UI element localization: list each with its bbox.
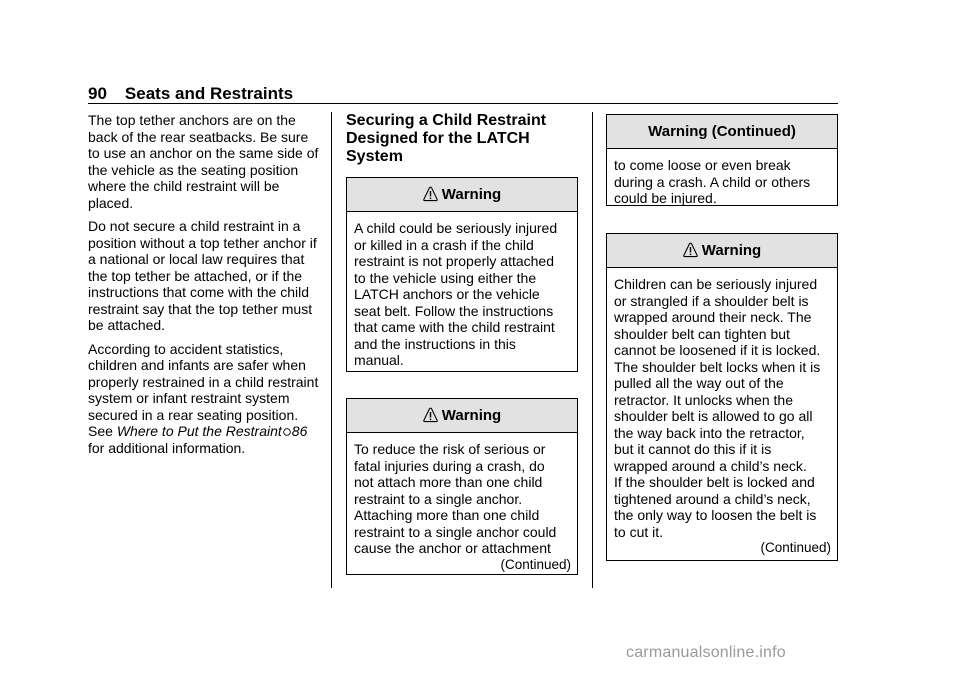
warning-heading xyxy=(347,399,577,433)
warning-heading xyxy=(347,178,577,212)
warning-line: not attach more than one child xyxy=(354,474,543,490)
warning-line: but it cannot do this if it is xyxy=(614,441,772,457)
warning-triangle-icon xyxy=(683,242,698,258)
warning-line: could be injured. xyxy=(614,190,717,206)
section-title-header: Seats and Restraints xyxy=(124,84,294,103)
warning-line: Children can be seriously injured xyxy=(614,276,818,292)
warning-triangle-icon xyxy=(423,407,438,423)
warning-line: tightened around a child’s neck, xyxy=(614,490,811,507)
warning-line: that came with the child restraint xyxy=(354,319,555,335)
warning-line: to come loose or even break xyxy=(614,157,791,173)
warning-line: cause the anchor or attachment xyxy=(354,540,551,556)
section-title: Securing a Child Restraint Designed for the LATCH System xyxy=(346,112,547,165)
column-right xyxy=(606,114,838,561)
warning-heading-text: Warning xyxy=(441,186,502,203)
warning-line: To reduce the risk of serious or xyxy=(354,441,546,457)
warning-line: and the instructions in this xyxy=(354,335,516,352)
paragraph-law-requirement: Do not secure a child restraint in a position without a top tether anchor if a national or local law requires that the top tether be attached, or if the instructions that come with the child restraint say that the top tether must be attached. xyxy=(88,218,317,333)
warning-line: pulled all the way out of the xyxy=(614,375,784,391)
warning-line: to cut it. xyxy=(614,523,664,540)
warning-line: or strangled if a shoulder belt is xyxy=(614,292,809,309)
page-number: 90 xyxy=(88,84,107,103)
warning-line: retractor. It unlocks when the xyxy=(614,391,793,408)
column-middle xyxy=(346,112,578,575)
cross-reference-link[interactable]: Where to Put the Restraint xyxy=(116,423,282,439)
warning-line: to the vehicle using either the xyxy=(354,269,537,286)
warning-line: manual. xyxy=(354,352,404,368)
paragraph-accident-statistics xyxy=(88,341,320,457)
warning-line: the way back into the retractor, xyxy=(614,424,805,441)
watermark: carmanualsonline.info xyxy=(626,644,786,661)
warning-box-single-anchor xyxy=(346,398,578,575)
paragraph-text: According to accident statistics, children and infants are safer when properly restrained in a child restraint system or infant restraint system secured in a rear seating position. See xyxy=(88,340,319,439)
warning-body xyxy=(607,149,837,213)
warning-line: shoulder belt is allowed to go all xyxy=(614,408,813,424)
cross-reference-page[interactable]: 86 xyxy=(291,423,308,439)
column-divider-right xyxy=(592,112,593,588)
paragraph-text: for additional information. xyxy=(88,439,246,456)
warning-heading xyxy=(607,234,837,268)
paragraph-top-tether: The top tether anchors are on the back of the rear seatbacks. Be sure to use an anchor on the same side of the vehicle as the seating position where the child restraint will be placed. xyxy=(88,112,319,211)
warning-heading-text: Warning xyxy=(441,407,502,424)
warning-line: restraint is not properly attached xyxy=(354,253,554,269)
page-reference-icon xyxy=(283,427,291,437)
header-rule xyxy=(88,103,838,104)
continued-label: (Continued) xyxy=(500,556,571,572)
warning-line: If the shoulder belt is locked and xyxy=(614,474,815,490)
warning-box-continued xyxy=(606,114,838,206)
warning-line: Attaching more than one child xyxy=(354,507,540,523)
column-divider-left xyxy=(331,112,332,588)
warning-line: LATCH anchors or the vehicle xyxy=(354,286,540,302)
warning-line: restraint to a single anchor. xyxy=(354,490,523,507)
warning-line: The shoulder belt locks when it is xyxy=(614,358,821,375)
warning-box-shoulder-belt xyxy=(606,233,838,561)
warning-line: restraint to a single anchor could xyxy=(354,523,557,540)
page-header xyxy=(88,84,293,104)
warning-body xyxy=(347,433,577,579)
warning-line: during a crash. A child or others xyxy=(614,173,811,190)
warning-line: seat belt. Follow the instructions xyxy=(354,302,554,319)
warning-body xyxy=(347,212,577,375)
column-left xyxy=(88,112,320,463)
continued-label: (Continued) xyxy=(760,540,831,555)
warning-line: A child could be seriously injured xyxy=(354,220,558,236)
warning-triangle-icon xyxy=(423,186,438,202)
warning-line: or killed in a crash if the child xyxy=(354,236,534,253)
warning-box-latch xyxy=(346,177,578,372)
warning-line: wrapped around a child’s neck. xyxy=(614,457,807,474)
warning-line: the only way to loosen the belt is xyxy=(614,507,817,523)
warning-line: cannot be loosened if it is locked. xyxy=(614,342,821,358)
warning-line: fatal injuries during a crash, do xyxy=(354,457,545,474)
warning-body xyxy=(607,268,837,562)
warning-heading-text: Warning xyxy=(701,242,762,259)
warning-heading: Warning (Continued) xyxy=(607,115,837,149)
warning-line: wrapped around their neck. The xyxy=(614,309,812,325)
warning-line: shoulder belt can tighten but xyxy=(614,325,790,342)
